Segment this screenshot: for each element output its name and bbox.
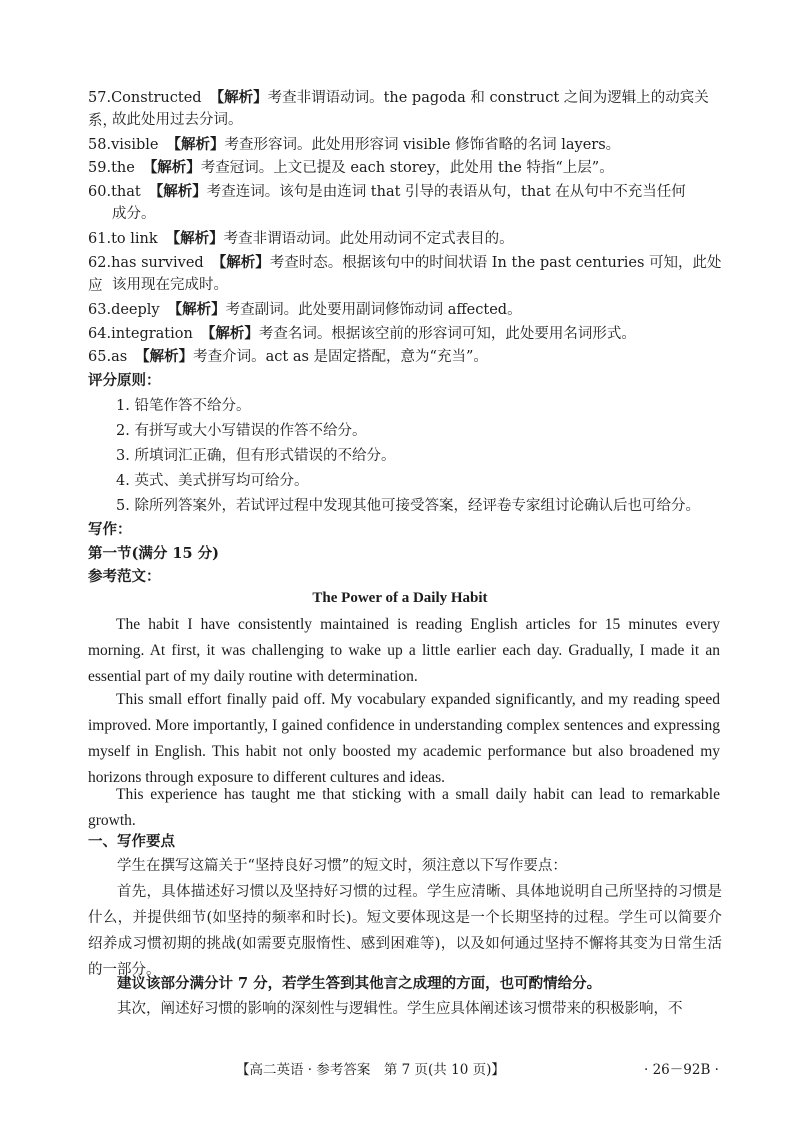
essay-title: The Power of a Daily Habit: [312, 590, 488, 606]
sample-label: 参考范文：: [88, 568, 161, 585]
grading-rule: 2. 有拼写或大小写错误的作答不给分。: [116, 423, 367, 439]
answer-continuation: 成分。: [112, 206, 156, 222]
answer-item: 65.as 【解析】考查介词。act as 是固定搭配，意为“充当”。: [88, 348, 488, 365]
answer-item: 59.the 【解析】考查冠词。上文已提及 each storey，此处用 the 特指“上层”。: [88, 159, 614, 176]
grading-rule: 1. 铅笔作答不给分。: [116, 398, 251, 414]
score-note: 建议该部分满分计 7 分，若学生答到其他言之成理的方面，也可酌情给分。: [117, 975, 602, 992]
grading-rule: 4. 英式、美式拼写均可给分。: [116, 473, 309, 489]
answer-item: 63.deeply 【解析】考查副词。此处要用副词修饰动词 affected。: [88, 301, 522, 318]
grading-rule: 5. 除所列答案外，若试评过程中发现其他可接受答案，经评卷专家组讨论确认后也可给分。: [116, 498, 700, 514]
writing-point-1: 首先，具体描述好习惯以及坚持好习惯的过程。学生应清晰、具体地说明自己所坚持的习惯是什么，并提供细节(如坚持的频率和时长)。短文要体现这是一个长期坚持的过程。学生可以简要介绍养成习惯初期的挑战(如需要克服惰性、感到困难等)，以及如何通过坚持不懈将其变为日常生活的一部分。: [88, 884, 722, 978]
grading-heading: 评分原则：: [88, 372, 161, 389]
answer-item: 61.to link 【解析】考查非谓语动词。此处用动词不定式表目的。: [88, 230, 514, 247]
grading-rule: 3. 所填词汇正确，但有形式错误的不给分。: [116, 448, 396, 464]
document-code: · 26－92B ·: [644, 1062, 719, 1078]
answer-continuation: 该用现在完成时。: [112, 277, 228, 293]
answer-item: 62.has survived 【解析】考查时态。根据该句中的时间状语 In the past centuries 可知，此处应: [88, 254, 722, 294]
page-footer: 【高二英语 · 参考答案 第 7 页(共 10 页)】: [236, 1062, 505, 1078]
answer-item: 64.integration 【解析】考查名词。根据该空前的形容词可知，此处要用名词形式。: [88, 325, 636, 342]
answer-item: 58.visible 【解析】考查形容词。此处用形容词 visible 修饰省略的名词 layers。: [88, 136, 621, 153]
writing-heading: 写作：: [88, 521, 132, 538]
essay-paragraph: This experience has taught me that sticking with a small daily habit can lead to remarkable growth.: [88, 786, 720, 829]
essay-paragraph: The habit I have consistently maintained is reading English articles for 15 minutes every morning. At first, it was challenging to wake up a little earlier each day. Gradually, I made it an essential part of my daily routine with determination.: [88, 616, 720, 685]
answer-item: 60.that 【解析】考查连词。该句是由连词 that 引导的表语从句，that 在从句中不充当任何: [88, 183, 686, 200]
answer-item: 57.Constructed 【解析】考查非谓语动词。the pagoda 和 construct 之间为逻辑上的动宾关系，: [88, 89, 709, 129]
essay-paragraph: This small effort finally paid off. My vocabulary expanded significantly, and my reading speed improved. More importantly, I gained confidence in understanding complex sentences and expressing myself in English. This habit not only boosted my academic performance but also broadened my horizons through exposure to different cultures and ideas.: [88, 691, 720, 786]
writing-point-2: 其次，阐述好习惯的影响的深刻性与逻辑性。学生应具体阐述该习惯带来的积极影响，不: [117, 1001, 683, 1017]
points-intro: 学生在撰写这篇关于“坚持良好习惯”的短文时，须注意以下写作要点：: [117, 858, 567, 874]
answer-continuation: 故此处用过去分词。: [112, 112, 243, 128]
section-heading: 第一节(满分 15 分): [88, 545, 219, 562]
points-heading: 一、写作要点: [88, 833, 175, 850]
